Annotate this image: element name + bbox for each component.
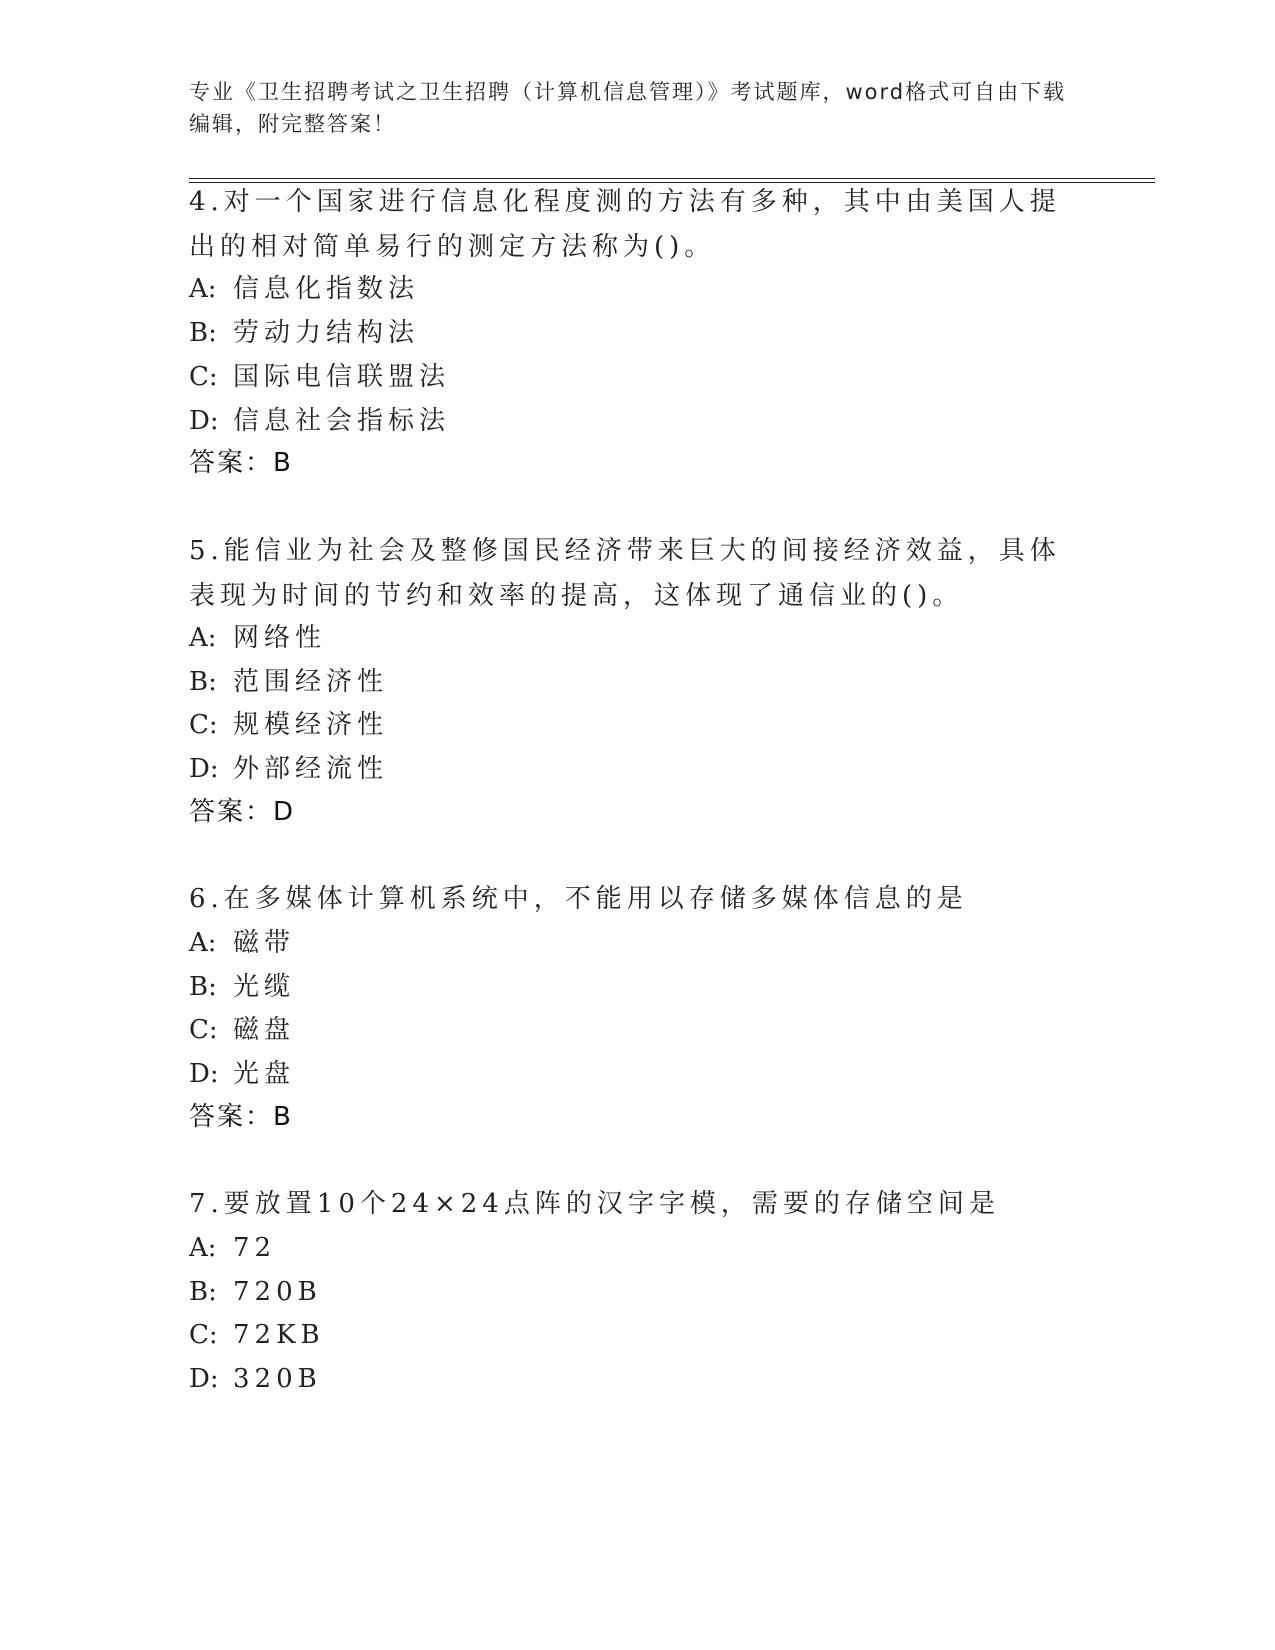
- option-text: 72: [233, 1233, 277, 1263]
- option-text: 磁盘: [233, 1015, 296, 1045]
- question-6-option-b: [189, 965, 295, 1010]
- option-key: B:: [189, 972, 217, 1002]
- question-5-option-d: [189, 747, 388, 792]
- question-5-option-a: [189, 616, 326, 661]
- question-6-option-c: [189, 1008, 295, 1053]
- question-5-text: 5.能信业为社会及整修国民经济带来巨大的间接经济效益，具体表现为时间的节约和效率的提高，这体现了通信业的()。: [189, 536, 1061, 611]
- option-key: A:: [189, 928, 217, 958]
- option-text: 320B: [233, 1364, 322, 1394]
- question-4-text: 4.对一个国家进行信息化程度测的方法有多种，其中由美国人提出的相对简单易行的测定方法称为()。: [189, 187, 1061, 262]
- question-6-text: 6.在多媒体计算机系统中，不能用以存储多媒体信息的是: [189, 884, 968, 914]
- option-key: D:: [189, 1059, 219, 1089]
- option-key: D:: [189, 406, 219, 436]
- question-7-option-d: [189, 1357, 322, 1402]
- question-6-answer: 答案：B: [189, 1102, 293, 1132]
- option-text: 外部经流性: [233, 754, 389, 784]
- option-text: 72KB: [233, 1320, 325, 1350]
- question-7-text: 7.要放置10个24×24点阵的汉字字模，需要的存储空间是: [189, 1189, 1000, 1219]
- question-6-option-d: [189, 1052, 295, 1097]
- option-key: D:: [189, 754, 219, 784]
- question-5-option-b: [189, 660, 388, 705]
- option-key: C:: [189, 362, 218, 392]
- option-key: B:: [189, 1277, 217, 1307]
- option-text: 范围经济性: [233, 667, 389, 697]
- option-text: 磁带: [233, 928, 296, 958]
- option-key: B:: [189, 318, 217, 348]
- question-4-option-d: [189, 399, 450, 444]
- question-4-option-a: [189, 267, 419, 312]
- option-text: 光缆: [233, 972, 296, 1002]
- option-text: 光盘: [233, 1059, 296, 1089]
- option-key: A:: [189, 623, 217, 653]
- option-key: B:: [189, 667, 217, 697]
- option-key: C:: [189, 710, 218, 740]
- question-5-option-c: [189, 703, 388, 748]
- option-key: A:: [189, 1233, 217, 1263]
- option-key: C:: [189, 1015, 218, 1045]
- question-4-option-c: [189, 355, 450, 400]
- question-6-option-a: [189, 921, 295, 966]
- option-text: 规模经济性: [233, 710, 389, 740]
- question-7-option-b: [189, 1270, 322, 1315]
- option-text: 720B: [233, 1277, 322, 1307]
- option-text: 劳动力结构法: [233, 318, 420, 348]
- question-7-option-a: [189, 1226, 276, 1271]
- document-header: 专业《卫生招聘考试之卫生招聘（计算机信息管理）》考试题库，word格式可自由下载编辑，附完整答案！: [189, 80, 1067, 136]
- option-text: 国际电信联盟法: [233, 362, 451, 392]
- option-key: C:: [189, 1320, 218, 1350]
- option-text: 信息化指数法: [233, 274, 420, 304]
- option-text: 信息社会指标法: [233, 406, 451, 436]
- question-7-option-c: [189, 1313, 325, 1358]
- option-key: A:: [189, 274, 217, 304]
- question-5-answer: 答案：D: [189, 797, 296, 827]
- option-key: D:: [189, 1364, 219, 1394]
- question-4-answer: 答案：B: [189, 448, 293, 478]
- question-4-option-b: [189, 311, 419, 356]
- option-text: 网络性: [233, 623, 327, 653]
